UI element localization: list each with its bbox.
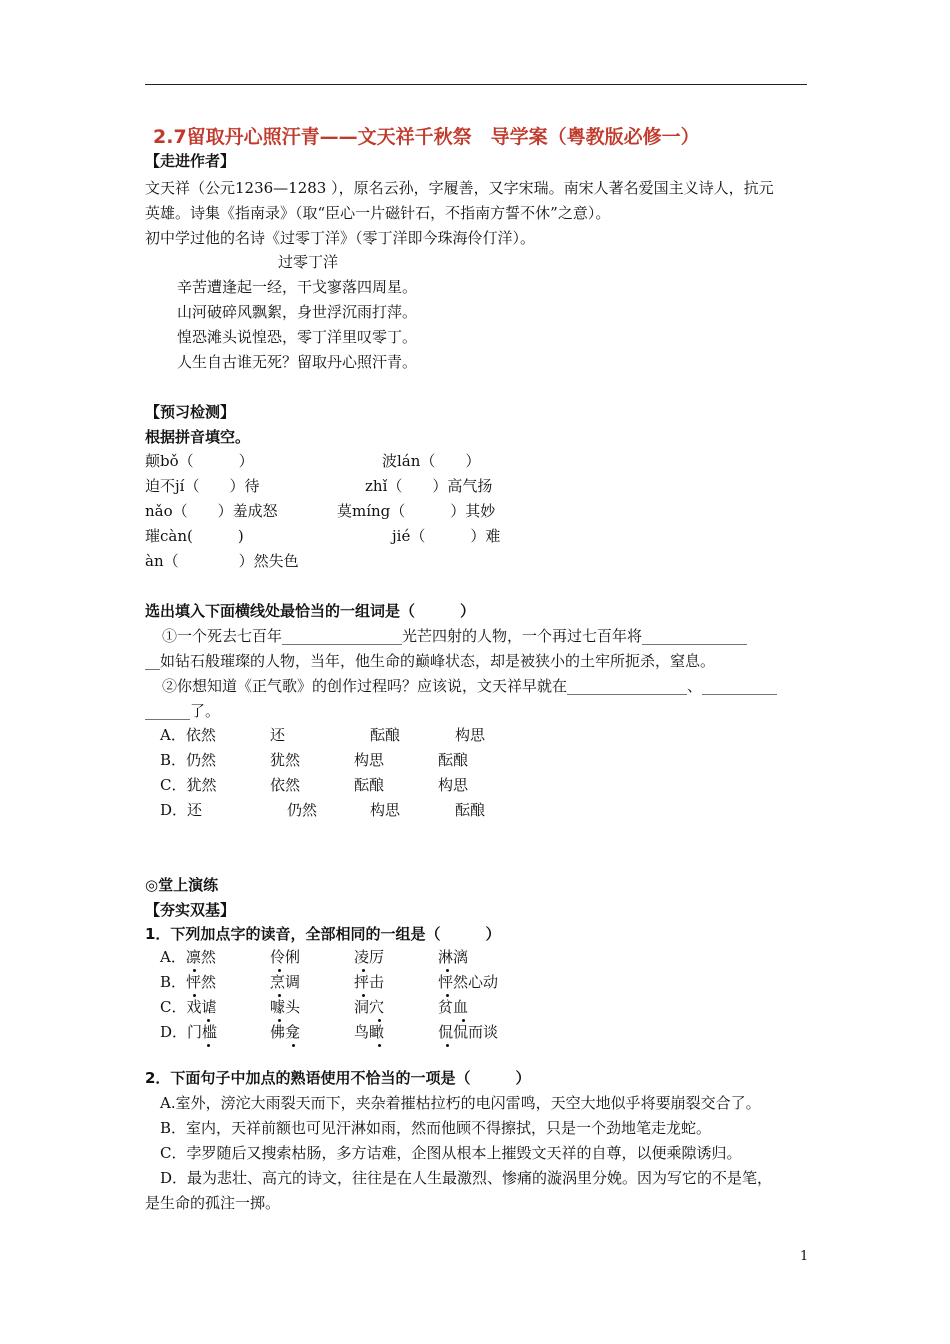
sentence-line: ①一个死去七百年________________光芒四射的人物，一个再过七百年将______________ <box>162 627 748 645</box>
option-word: 贫血 <box>438 998 469 1016</box>
page-title: 2.7留取丹心照汗青——文天祥千秋祭 导学案（粤教版必修一） <box>153 126 700 148</box>
pinyin-item: 莫míng（ ）其妙 <box>337 502 496 520</box>
section-subheading: 【夯实双基】 <box>145 901 236 919</box>
poem-line: 人生自古谁无死？留取丹心照汗青。 <box>177 353 418 371</box>
option-word: 伶俐 <box>270 948 301 966</box>
pinyin-item: 颠bǒ（ ） <box>145 452 254 470</box>
question-1: 1．下列加点字的读音，全部相同的一组是（ ） <box>145 925 501 943</box>
option-label: D．还 <box>160 801 203 819</box>
emphasis-dot <box>446 969 449 972</box>
option-word: 淋漓 <box>438 948 469 966</box>
option-word: 酝酿 <box>455 801 486 819</box>
poem-line: 惶恐滩头说惶恐，零丁洋里叹零丁。 <box>177 328 418 346</box>
option-label: B．仍然 <box>160 751 217 769</box>
option-label: B．怦然 <box>160 973 217 991</box>
answer-option: 是生命的孤注一掷。 <box>145 1194 281 1212</box>
emphasis-dot <box>193 969 196 972</box>
pinyin-item: nǎo（ ）羞成怒 <box>145 502 278 520</box>
option-word: 洞穴 <box>354 998 385 1016</box>
sentence-line: ______了。 <box>145 702 221 720</box>
poem-title: 过零丁洋 <box>278 253 339 271</box>
section-heading-author: 【走进作者】 <box>145 152 236 170</box>
emphasis-dot <box>193 994 196 997</box>
option-word: 佛龛 <box>270 1023 301 1041</box>
option-word: 酝酿 <box>370 726 401 744</box>
option-label: A．凛然 <box>160 948 216 966</box>
option-word: 依然 <box>270 776 301 794</box>
option-word: 酝酿 <box>354 776 385 794</box>
option-word: 怦然心动 <box>438 973 499 991</box>
option-word: 仍然 <box>287 801 318 819</box>
option-word: 构思 <box>455 726 486 744</box>
pinyin-item: 迫不jí（ ）待 <box>145 477 260 495</box>
author-intro-line: 英雄。诗集《指南录》（取“臣心一片磁针石，不指南方誓不休”之意）。 <box>145 204 611 222</box>
section-heading-class: ◎堂上演练 <box>145 876 219 894</box>
option-word: 构思 <box>370 801 401 819</box>
emphasis-dot <box>378 1019 381 1022</box>
option-word: 抨击 <box>354 973 385 991</box>
choose-instruction: 选出填入下面横线处最恰当的一组词是（ ） <box>145 602 476 620</box>
pinyin-item: zhǐ（ ）高气扬 <box>365 477 493 495</box>
page-number: 1 <box>800 1249 809 1264</box>
emphasis-dot <box>278 1019 281 1022</box>
poem-line: 辛苦遭逢起一经，干戈寥落四周星。 <box>177 278 418 296</box>
emphasis-dot <box>362 969 365 972</box>
question-2: 2．下面句子中加点的熟语使用不恰当的一项是（ ） <box>145 1069 531 1087</box>
option-word: 构思 <box>354 751 385 769</box>
emphasis-dot <box>378 1044 381 1047</box>
header-rule <box>145 84 807 85</box>
emphasis-dot <box>207 1019 210 1022</box>
poem-line: 山河破碎风飘絮，身世浮沉雨打萍。 <box>177 303 418 321</box>
answer-option: D．最为悲壮、高亢的诗文，往往是在人生最激烈、惨痛的漩涡里分娩。因为写它的不是笔， <box>160 1169 773 1187</box>
option-label: A．依然 <box>160 726 216 744</box>
option-word: 犹然 <box>270 751 301 769</box>
option-word: 侃侃而谈 <box>438 1023 499 1041</box>
section-heading-preview: 【预习检测】 <box>145 403 236 421</box>
sentence-line: __如钻石般璀璨的人物，当年，他生命的巅峰状态，却是被狭小的土牢所扼杀，窒息。 <box>145 652 716 670</box>
pinyin-item: jié（ ）难 <box>392 527 501 545</box>
emphasis-dot <box>278 969 281 972</box>
answer-option: B．室内，天祥前额也可见汗淋如雨，然而他顾不得擦拭，只是一个劲地笔走龙蛇。 <box>160 1119 712 1137</box>
author-intro-line: 初中学过他的名诗《过零丁洋》（零丁洋即今珠海伶仃洋）。 <box>145 229 536 247</box>
option-word: 酝酿 <box>438 751 469 769</box>
answer-option: C．孛罗随后又搜索枯肠，多方诘难，企图从根本上摧毁文天祥的自尊，以便乘隙诱归。 <box>160 1144 742 1162</box>
option-word: 鸟瞰 <box>354 1023 385 1041</box>
option-label: D．门槛 <box>160 1023 218 1041</box>
sentence-line: ②你想知道《正气歌》的创作过程吗？应该说，文天祥早就在________________、__________ <box>162 677 778 695</box>
emphasis-dot <box>446 994 449 997</box>
emphasis-dot <box>207 1044 210 1047</box>
pinyin-instruction: 根据拼音填空。 <box>145 428 251 446</box>
emphasis-dot <box>462 1019 465 1022</box>
option-word: 还 <box>270 726 286 744</box>
option-word: 噱头 <box>270 998 301 1016</box>
author-intro-line: 文天祥（公元1236—1283 ），原名云孙，字履善，又字宋瑞。南宋人著名爱国主义诗人，抗元 <box>145 179 774 197</box>
emphasis-dot <box>446 1044 449 1047</box>
answer-option: A.室外，滂沱大雨裂天而下，夹杂着摧枯拉朽的电闪雷鸣，天空大地似乎将要崩裂交合了。 <box>160 1094 761 1112</box>
pinyin-item: 璀càn( ) <box>145 527 244 545</box>
option-word: 凌厉 <box>354 948 385 966</box>
emphasis-dot <box>278 994 281 997</box>
emphasis-dot <box>362 994 365 997</box>
pinyin-item: àn（ ）然失色 <box>145 552 299 570</box>
option-label: C．戏谑 <box>160 998 217 1016</box>
option-label: C．犹然 <box>160 776 217 794</box>
option-word: 烹调 <box>270 973 301 991</box>
option-word: 构思 <box>438 776 469 794</box>
emphasis-dot <box>292 1044 295 1047</box>
pinyin-item: 波lán（ ） <box>382 452 481 470</box>
